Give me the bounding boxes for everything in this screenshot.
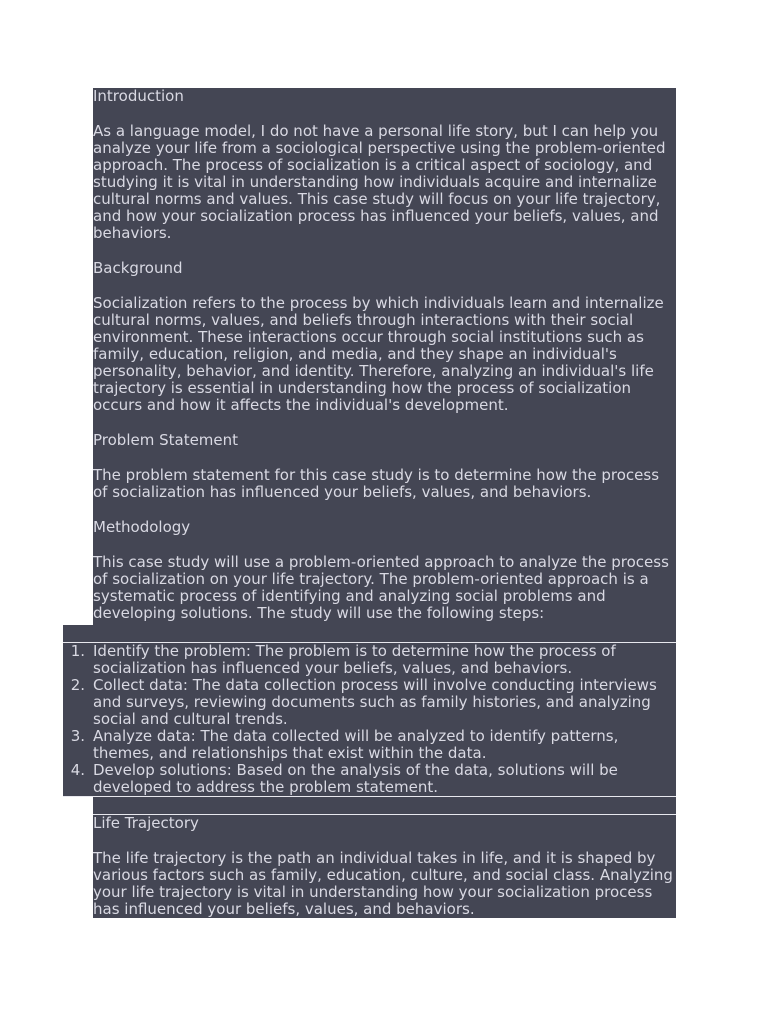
life-paragraph: The life trajectory is the path an individual takes in life, and it is shaped by various factors such as family, education, culture, and social class. Analyzing your life trajectory is vital in understanding how your socialization process has influenced your beliefs, values, and behaviors. (93, 849, 673, 918)
top-text (93, 88, 678, 622)
list-number: 1. (70, 642, 85, 660)
methodology-heading: Methodology (93, 518, 191, 536)
list-item-text: Analyze data: The data collected will be analyzed to identify patterns, themes, and relationships that exist within the data. (93, 727, 619, 762)
list-number: 2. (70, 676, 85, 694)
intro-paragraph: As a language model, I do not have a personal life story, but I can help you analyze your life from a sociological perspective using the problem-oriented approach. The process of socialization is a critical aspect of sociology, and studying it is vital in understanding how individuals acquire and internalize cultural norms and values. This case study will focus on your life trajectory, and how your socialization process has influenced your beliefs, values, and behaviors. (93, 122, 666, 242)
content-block-top (93, 88, 676, 625)
list-item (63, 643, 676, 677)
list-number: 4. (70, 761, 85, 779)
list-item (63, 762, 676, 796)
separator-bar (93, 797, 676, 814)
steps-block (63, 643, 676, 796)
background-heading: Background (93, 259, 183, 277)
problem-paragraph: The problem statement for this case study is to determine how the process of socialization has influenced your beliefs, values, and behaviors. (93, 466, 660, 501)
list-item (63, 728, 676, 762)
methodology-paragraph: This case study will use a problem-oriented approach to analyze the process of socialization on your life trajectory. The problem-oriented approach is a systematic process of identifying and analyzing social problems and developing solutions. The study will use the following steps: (93, 553, 669, 622)
problem-heading: Problem Statement (93, 431, 239, 449)
life-heading: Life Trajectory (93, 814, 199, 832)
separator-bar (63, 625, 676, 642)
background-paragraph: Socialization refers to the process by which individuals learn and internalize cultural norms, values, and beliefs through interactions with their social environment. These interactions occur through social institutions such as family, education, religion, and media, and they shape an individual's personality, behavior, and identity. Therefore, analyzing an individual's life trajectory is essential in understanding how the process of socialization occurs and how it affects the individual's development. (93, 294, 664, 414)
content-block-bottom (93, 815, 676, 918)
list-number: 3. (70, 727, 85, 745)
list-item (63, 677, 676, 728)
intro-heading: Introduction (93, 87, 184, 105)
bottom-text (93, 815, 678, 918)
list-item-text: Develop solutions: Based on the analysis of the data, solutions will be developed to address the problem statement. (93, 761, 618, 796)
list-item-text: Collect data: The data collection process will involve conducting interviews and surveys, reviewing documents such as family histories, and analyzing social and cultural trends. (93, 676, 657, 728)
steps-list (63, 643, 676, 796)
list-item-text: Identify the problem: The problem is to determine how the process of socialization has influenced your beliefs, values, and behaviors. (93, 642, 616, 677)
